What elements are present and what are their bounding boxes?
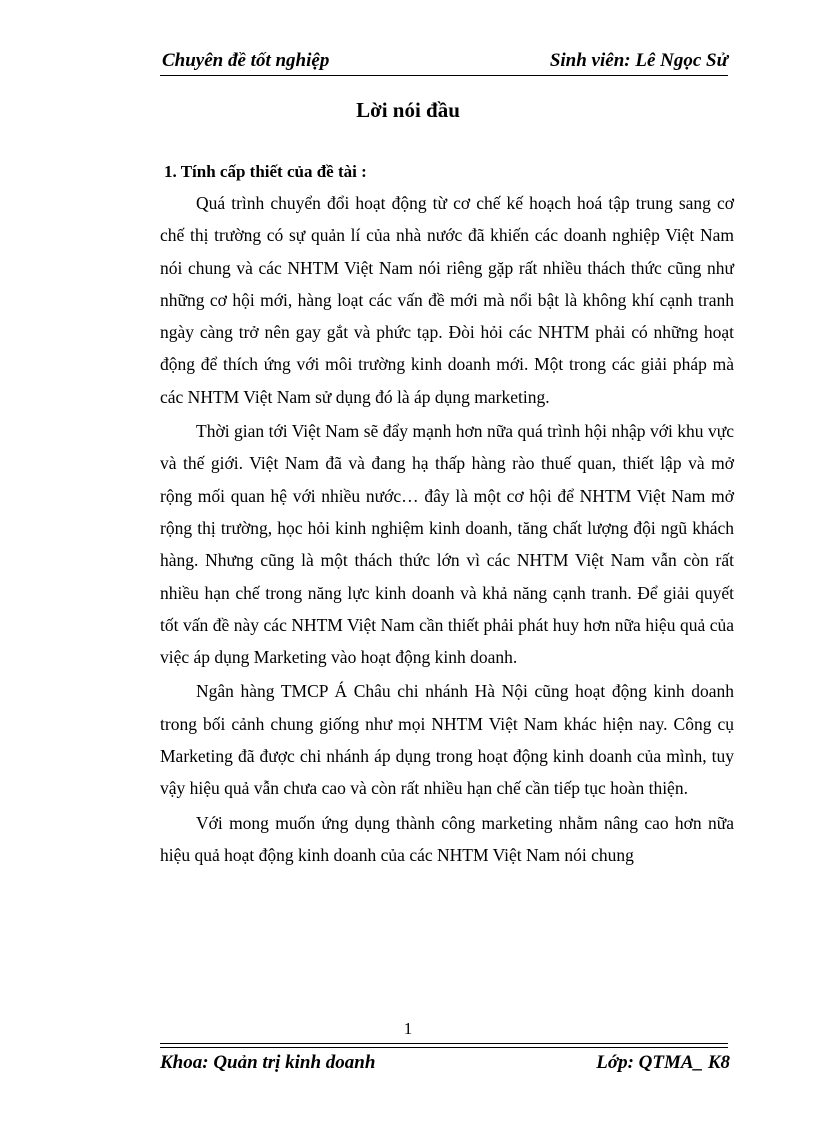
paragraph: Thời gian tới Việt Nam sẽ đẩy mạnh hơn nữa quá trình hội nhập với khu vực và thế giới. Việt Nam đã và đang hạ thấp hàng rào thuế quan, thiết lập và mở rộng mối quan hệ với nhiều nước… đây là một cơ hội để NHTM Việt Nam mở rộng thị trường, học hỏi kinh nghiệm kinh doanh, tăng chất lượng đội ngũ khách hàng. Nhưng cũng là một thách thức lớn vì các NHTM Việt Nam vẫn còn rất nhiều hạn chế trong năng lực kinh doanh và khả năng cạnh tranh. Để giải quyết tốt vấn đề này các NHTM Việt Nam cần thiết phải phát huy hơn nữa hiệu quả của việc áp dụng Marketing vào hoạt động kinh doanh. [160,421,734,668]
footer-faculty: Khoa: Quản trị kinh doanh [160,1052,376,1073]
footer-class: Lớp: QTMA_ K8 [596,1052,730,1073]
body-text [160,187,734,871]
paragraph: Quá trình chuyển đổi hoạt động từ cơ chế kế hoạch hoá tập trung sang cơ chế thị trường có sự quản lí của nhà nước đã khiến các doanh nghiệp Việt Nam nói chung và các NHTM Việt Nam nói riêng gặp rất nhiều thách thức cũng như những cơ hội mới, hàng loạt các vấn đề mới mà nổi bật là không khí cạnh tranh ngày càng trở nên gay gắt và phức tạp. Đòi hỏi các NHTM phải có những hoạt động để thích ứng với môi trường kinh doanh mới. Một trong các giải pháp mà các NHTM Việt Nam sử dụng đó là áp dụng marketing. [160,193,734,407]
footer-rule-top [160,1043,728,1044]
page-footer [160,1052,730,1080]
page-title: Lời nói đầu [356,98,460,122]
header-rule [160,75,728,76]
page-header [160,48,728,76]
page-number: 1 [403,1019,413,1038]
paragraph: Với mong muốn ứng dụng thành công marketing nhằm nâng cao hơn nữa hiệu quả hoạt động kinh doanh của các NHTM Việt Nam nói chung [160,812,734,865]
section-heading: 1. Tính cấp thiết của đề tài : [164,162,367,181]
header-document-type: Chuyên đề tốt nghiệp [162,50,330,71]
header-student-name: Sinh viên: Lê Ngọc Sử [549,50,728,71]
footer-rule-bottom [160,1047,728,1048]
paragraph: Ngân hàng TMCP Á Châu chi nhánh Hà Nội cũng hoạt động kinh doanh trong bối cảnh chung giống như mọi NHTM Việt Nam khác hiện nay. Công cụ Marketing đã được chi nhánh áp dụng trong hoạt động kinh doanh của mình, tuy vậy hiệu quả vẫn chưa cao và còn rất nhiều hạn chế cần tiếp tục hoàn thiện. [160,681,734,799]
